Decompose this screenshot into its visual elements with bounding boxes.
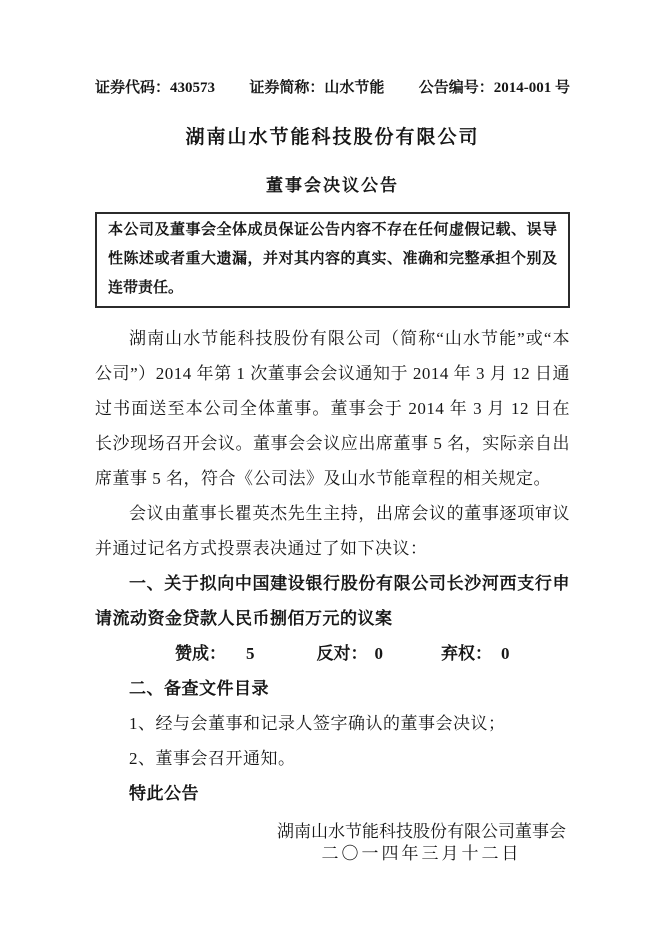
document-item-2: 2、董事会召开通知。 — [129, 749, 296, 768]
signature-date: 二〇一四年三月十二日 — [321, 844, 522, 863]
vote-oppose-label: 反对： — [316, 644, 368, 663]
vote-abstain-count: 0 — [501, 644, 510, 663]
vote-abstain-label: 弃权： — [441, 644, 492, 663]
securities-header-line — [95, 76, 570, 97]
section-2-title: 二、备查文件目录 — [129, 679, 269, 698]
disclaimer-box — [95, 212, 570, 308]
announcement-subtitle: 董事会决议公告 — [266, 176, 399, 195]
stock-code: 证券代码：430573 — [95, 80, 216, 96]
resolution-1-title: 一、关于拟向中国建设银行股份有限公司长沙河西支行申请流动资金贷款人民币捌佰万元的议案 — [95, 574, 570, 628]
stock-short-name: 证券简称：山水节能 — [249, 80, 385, 96]
vote-oppose-count: 0 — [374, 644, 383, 663]
signature-block — [277, 821, 566, 865]
announcement-number: 公告编号：2014-001 号 — [418, 80, 570, 96]
vote-approve-count: 5 — [246, 644, 255, 663]
signature-company: 湖南山水节能科技股份有限公司董事会 — [277, 822, 566, 841]
disclaimer-text: 本公司及董事会全体成员保证公告内容不存在任何虚假记载、误导性陈述或者重大遗漏，并对其内容的真实、准确和完整承担个别及连带责任。 — [108, 222, 557, 296]
vote-approve-label: 赞成： — [175, 644, 226, 663]
closing-statement: 特此公告 — [129, 784, 199, 803]
paragraph-chairman: 会议由董事长瞿英杰先生主持，出席会议的董事逐项审议并通过记名方式投票表决通过了如下决议： — [95, 504, 570, 558]
vote-result-line — [95, 636, 570, 671]
company-title: 湖南山水节能科技股份有限公司 — [185, 127, 480, 148]
document-item-1: 1、经与会董事和记录人签字确认的董事会决议； — [129, 714, 506, 733]
paragraph-meeting-notice: 湖南山水节能科技股份有限公司（简称“山水节能”或“本公司”）2014 年第 1 次董事会会议通知于 2014 年 3 月 12 日通过书面送至本公司全体董事。董事会于 2014 年 3 月 12 日在长沙现场召开会议。董事会会议应出席董事 5 名，实际亲自出席董事 5 名，符合《公司法》及山水节能章程的相关规定。 — [95, 329, 570, 488]
